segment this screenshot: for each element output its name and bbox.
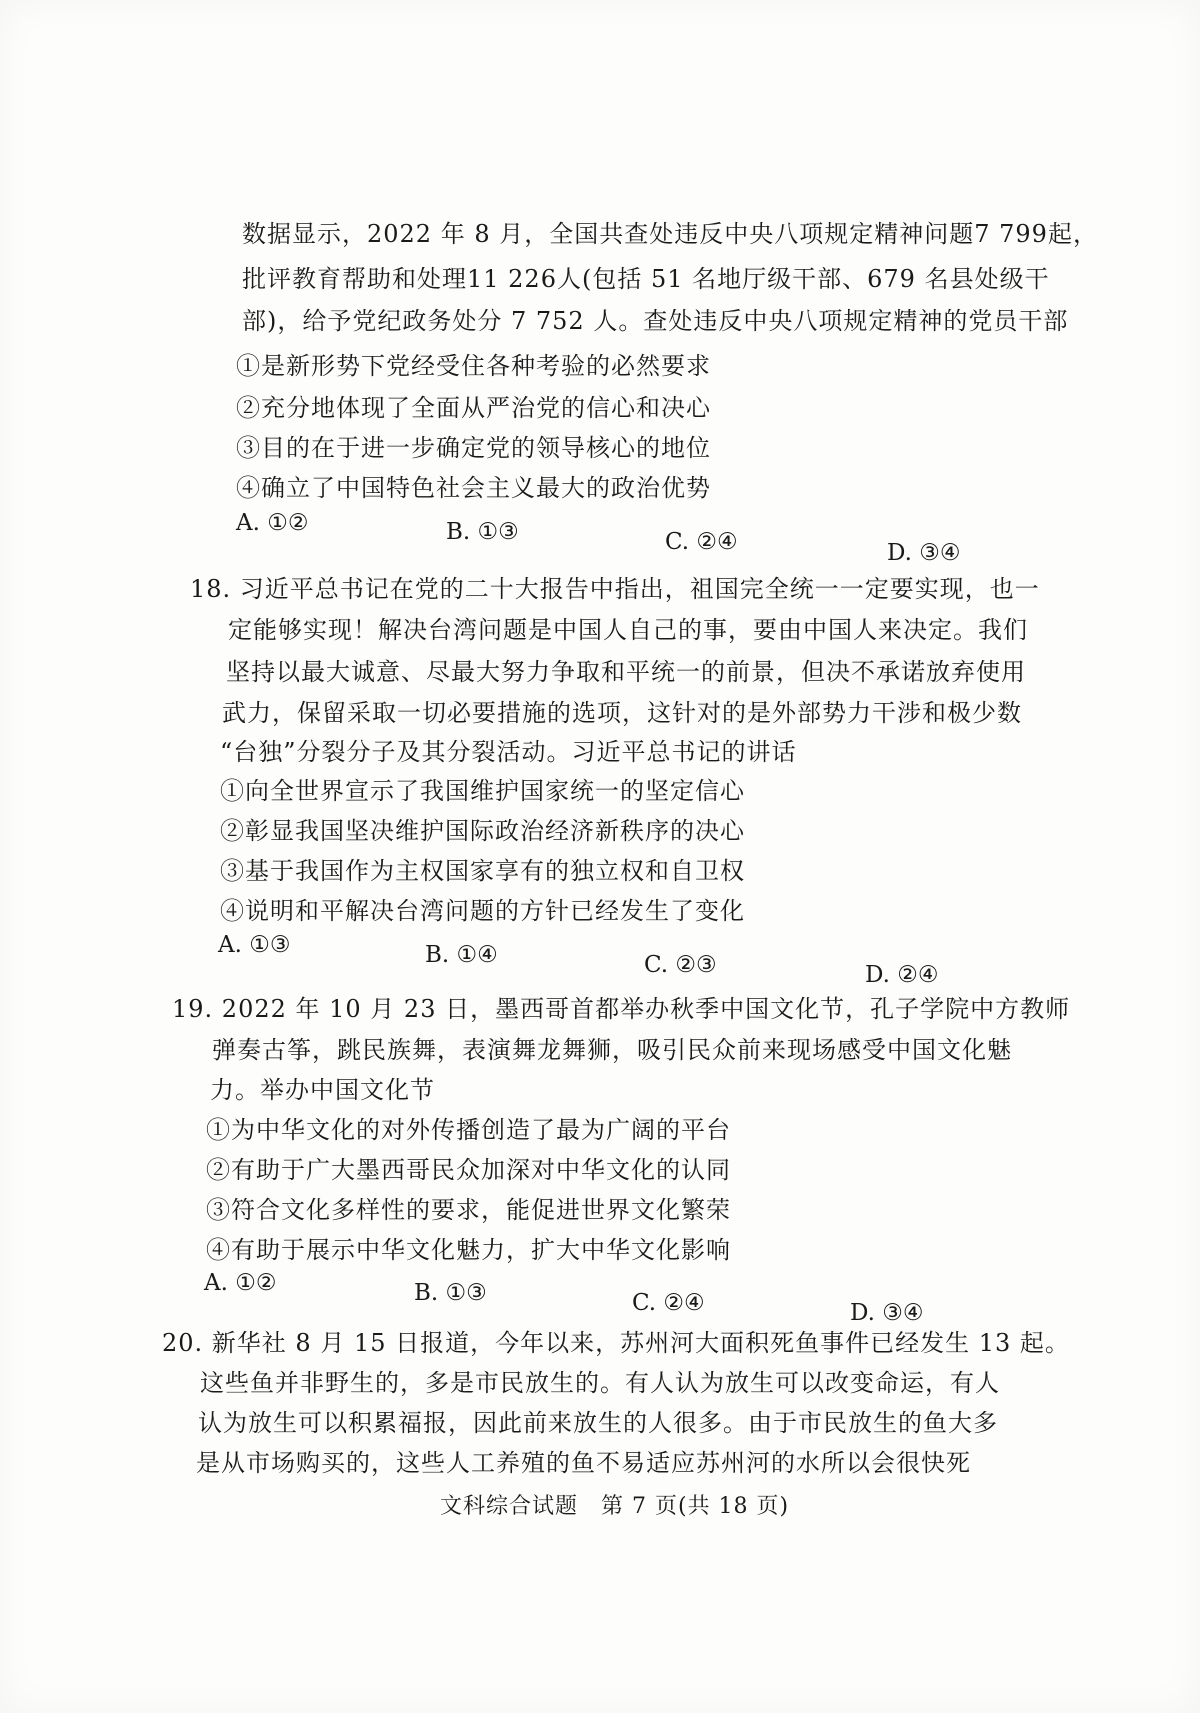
q19-stem-line: 19. 2022 年 10 月 23 日，墨西哥首都举办秋季中国文化节，孔子学院中方教师 (172, 995, 1071, 1023)
q18-stem-line: “台独”分裂分子及其分裂活动。习近平总书记的讲话 (220, 738, 797, 766)
q19-statement: ①为中华文化的对外传播创造了最为广阔的平台 (206, 1116, 731, 1144)
q17-option-a: A. ①② (236, 510, 309, 536)
q17-statement: ②充分地体现了全面从严治党的信心和决心 (236, 394, 711, 422)
q17-statement: ④确立了中国特色社会主义最大的政治优势 (236, 474, 711, 502)
q19-option-a: A. ①② (204, 1270, 277, 1296)
q19-stem-line: 弹奏古筝，跳民族舞，表演舞龙舞狮，吸引民众前来现场感受中国文化魅 (212, 1036, 1012, 1064)
q19-statement: ④有助于展示中华文化魅力，扩大中华文化影响 (206, 1236, 731, 1264)
q19-option-c: C. ②④ (632, 1290, 705, 1316)
q19-option-b: B. ①③ (414, 1280, 487, 1306)
q19-statement: ②有助于广大墨西哥民众加深对中华文化的认同 (206, 1156, 731, 1184)
q17-option-c: C. ②④ (665, 529, 738, 555)
q17-stem-line: 部)，给予党纪政务处分 7 752 人。查处违反中央八项规定精神的党员干部 (242, 307, 1069, 335)
q17-statement: ③目的在于进一步确定党的领导核心的地位 (236, 434, 711, 462)
q18-option-d: D. ②④ (865, 962, 939, 988)
q17-option-b: B. ①③ (446, 519, 519, 545)
q18-statement: ②彰显我国坚决维护国际政治经济新秩序的决心 (220, 817, 745, 845)
q18-option-b: B. ①④ (425, 942, 498, 968)
q18-statement: ③基于我国作为主权国家享有的独立权和自卫权 (220, 857, 745, 885)
q18-statement: ④说明和平解决台湾问题的方针已经发生了变化 (220, 897, 745, 925)
q18-option-a: A. ①③ (218, 932, 291, 958)
q17-stem-line: 批评教育帮助和处理11 226人(包括 51 名地厅级干部、679 名县处级干 (242, 265, 1050, 293)
q18-stem-line: 定能够实现！解决台湾问题是中国人自己的事，要由中国人来决定。我们 (228, 616, 1028, 644)
q20-stem-line: 是从市场购买的，这些人工养殖的鱼不易适应苏州河的水所以会很快死 (196, 1449, 971, 1477)
q18-stem-line: 坚持以最大诚意、尽最大努力争取和平统一的前景，但决不承诺放弃使用 (226, 658, 1026, 686)
q18-option-c: C. ②③ (644, 952, 717, 978)
q19-statement: ③符合文化多样性的要求，能促进世界文化繁荣 (206, 1196, 731, 1224)
q17-statement: ①是新形势下党经受住各种考验的必然要求 (236, 352, 711, 380)
q18-stem-line: 18. 习近平总书记在党的二十大报告中指出，祖国完全统一一定要实现，也一 (190, 575, 1040, 603)
q17-stem-line: 数据显示，2022 年 8 月，全国共查处违反中央八项规定精神问题7 799起， (242, 220, 1098, 248)
q17-option-d: D. ③④ (887, 540, 961, 566)
page-footer: 文科综合试题 第 7 页(共 18 页) (440, 1494, 790, 1519)
q19-stem-line: 力。举办中国文化节 (210, 1076, 435, 1104)
q18-statement: ①向全世界宣示了我国维护国家统一的坚定信心 (220, 777, 745, 805)
q20-stem-line: 认为放生可以积累福报，因此前来放生的人很多。由于市民放生的鱼大多 (198, 1409, 998, 1437)
q19-option-d: D. ③④ (850, 1300, 924, 1326)
q18-stem-line: 武力，保留采取一切必要措施的选项，这针对的是外部势力干涉和极少数 (222, 699, 1022, 727)
q20-stem-line: 这些鱼并非野生的，多是市民放生的。有人认为放生可以改变命运，有人 (200, 1369, 1000, 1397)
q20-stem-line: 20. 新华社 8 月 15 日报道，今年以来，苏州河大面积死鱼事件已经发生 13 起。 (162, 1329, 1070, 1357)
